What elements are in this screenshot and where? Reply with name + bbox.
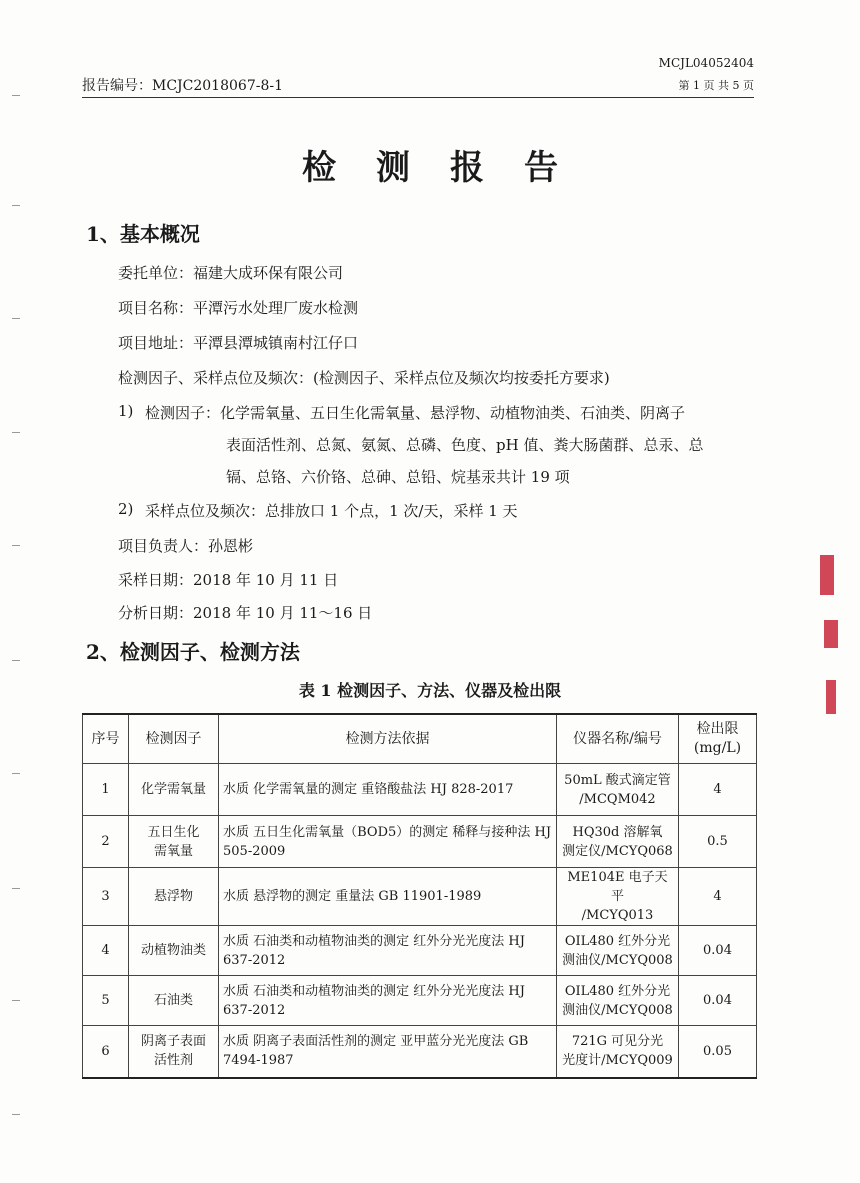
- table-cell: 水质 悬浮物的测定 重量法 GB 11901-1989: [219, 868, 557, 926]
- table-cell: 石油类: [129, 976, 219, 1026]
- analysis-date-line: 分析日期：2018 年 10 月 11～16 日: [118, 604, 373, 622]
- table-row: [83, 764, 757, 816]
- header-cell: 序号: [83, 714, 129, 764]
- header-cell: 检出限 (mg/L): [679, 714, 757, 764]
- margin-tick: [12, 1000, 20, 1001]
- table-cell: 50mL 酸式滴定管 /MCQM042: [557, 764, 679, 816]
- margin-tick: [12, 432, 20, 433]
- table-cell: 0.5: [679, 816, 757, 868]
- table-cell: 5: [83, 976, 129, 1026]
- table-caption: 表 1 检测因子、方法、仪器及检出限: [298, 681, 562, 700]
- table-cell: 0.04: [679, 976, 757, 1026]
- table-cell: HQ30d 溶解氧 测定仪/MCYQ068: [557, 816, 679, 868]
- table-cell: 水质 石油类和动植物油类的测定 红外分光光度法 HJ 637-2012: [219, 926, 557, 976]
- margin-tick: [12, 545, 20, 546]
- factors-intro-line: 检测因子、采样点位及频次：(检测因子、采样点位及频次均按委托方要求): [118, 369, 610, 387]
- header-cell: 仪器名称/编号: [557, 714, 679, 764]
- table-header-row: [83, 714, 757, 764]
- table-cell: 4: [679, 868, 757, 926]
- table-cell: 五日生化 需氧量: [129, 816, 219, 868]
- margin-tick: [12, 773, 20, 774]
- section-heading-basic: 1、基本概况: [86, 222, 200, 246]
- table-cell: 悬浮物: [129, 868, 219, 926]
- table-cell: 水质 化学需氧量的测定 重铬酸盐法 HJ 828-2017: [219, 764, 557, 816]
- report-number: [82, 75, 283, 95]
- table-row: [83, 868, 757, 926]
- sampling-date-line: 采样日期：2018 年 10 月 11 日: [118, 571, 339, 589]
- item2-line: 采样点位及频次：总排放口 1 个点，1 次/天，采样 1 天: [145, 502, 518, 520]
- table-cell: 水质 阴离子表面活性剂的测定 亚甲蓝分光光度法 GB 7494-1987: [219, 1026, 557, 1078]
- header-divider: [82, 97, 754, 98]
- item1-line: 检测因子：化学需氧量、五日生化需氧量、悬浮物、动植物油类、石油类、阴离子: [145, 404, 686, 422]
- project-name-line: 项目名称：平潭污水处理厂废水检测: [118, 299, 359, 317]
- item1-line: 表面活性剂、总氮、氨氮、总磷、色度、pH 值、粪大肠菌群、总汞、总: [226, 436, 704, 454]
- table-cell: 3: [83, 868, 129, 926]
- methods-table: [82, 713, 757, 1079]
- margin-tick: [12, 205, 20, 206]
- table-row: [83, 1026, 757, 1078]
- table-cell: 4: [83, 926, 129, 976]
- table-cell: 0.04: [679, 926, 757, 976]
- header-cell: 检测因子: [129, 714, 219, 764]
- item1-label: 1): [118, 402, 134, 420]
- page-title: 检测报告: [302, 148, 598, 188]
- project-lead-line: 项目负责人：孙恩彬: [118, 537, 254, 555]
- page-info: 第 1 页 共 5 页: [678, 79, 754, 92]
- project-address-line: 项目地址：平潭县潭城镇南村江仔口: [118, 334, 359, 352]
- table-cell: 6: [83, 1026, 129, 1078]
- table-cell: 1: [83, 764, 129, 816]
- margin-tick: [12, 888, 20, 889]
- item2-label: 2): [118, 500, 134, 518]
- margin-tick: [12, 660, 20, 661]
- table-cell: OIL480 红外分光 测油仪/MCYQ008: [557, 976, 679, 1026]
- report-number-value: MCJC2018067-8-1: [152, 78, 283, 94]
- table-cell: 阴离子表面 活性剂: [129, 1026, 219, 1078]
- seal-fragment: [820, 555, 834, 595]
- report-number-label: 报告编号：: [82, 78, 152, 94]
- margin-tick: [12, 95, 20, 96]
- table-cell: 化学需氧量: [129, 764, 219, 816]
- table-row: [83, 926, 757, 976]
- margin-tick: [12, 1114, 20, 1115]
- margin-tick: [12, 318, 20, 319]
- table-cell: 0.05: [679, 1026, 757, 1078]
- table-cell: ME104E 电子天平 /MCYQ013: [557, 868, 679, 926]
- item1-line: 镉、总铬、六价铬、总砷、总铅、烷基汞共计 19 项: [226, 468, 570, 486]
- header-cell: 检测方法依据: [219, 714, 557, 764]
- section-heading-methods: 2、检测因子、检测方法: [86, 640, 300, 664]
- table-cell: 水质 石油类和动植物油类的测定 红外分光光度法 HJ 637-2012: [219, 976, 557, 1026]
- table-cell: OIL480 红外分光 测油仪/MCYQ008: [557, 926, 679, 976]
- table-cell: 721G 可见分光 光度计/MCYQ009: [557, 1026, 679, 1078]
- table-row: [83, 976, 757, 1026]
- seal-fragment: [824, 620, 838, 648]
- table-cell: 2: [83, 816, 129, 868]
- document-code: MCJL04052404: [658, 56, 754, 70]
- table-cell: 水质 五日生化需氧量（BOD5）的测定 稀释与接种法 HJ 505-2009: [219, 816, 557, 868]
- table-cell: 动植物油类: [129, 926, 219, 976]
- client-line: 委托单位：福建大成环保有限公司: [118, 264, 344, 282]
- table-row: [83, 816, 757, 868]
- table-cell: 4: [679, 764, 757, 816]
